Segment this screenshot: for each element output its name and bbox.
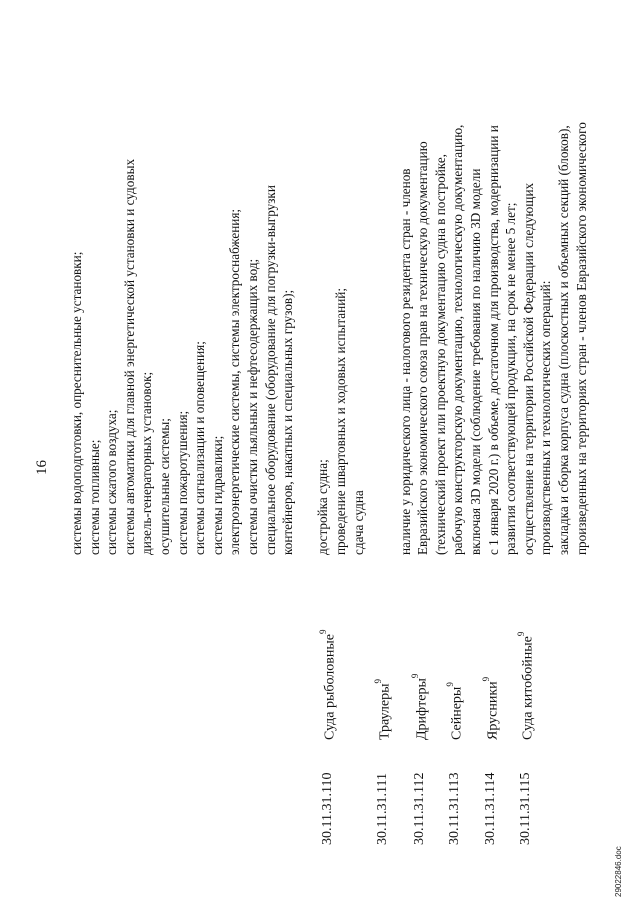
text-line: системы водоподготовки, опреснительные установки; (69, 251, 84, 555)
text-line: включая 3D модели (соблюдение требования по наличию 3D модели (468, 168, 484, 555)
completion-steps (314, 50, 367, 555)
footnote-mark: 9 (516, 631, 526, 637)
text-line: системы сигнализации и оповещения; (192, 341, 208, 555)
requirements-new (397, 50, 591, 555)
text-line: системы очистки льяльных и нефтесодержащих вод; (244, 258, 260, 555)
text-line: системы топливные; (86, 439, 102, 555)
requirements-column (68, 50, 590, 555)
okpd-code: 30.11.31.110 (320, 772, 335, 845)
okpd-code: 30.11.31.111 (375, 773, 390, 845)
text-line: дизель-генераторных установок; (139, 371, 155, 555)
product-name: Суда китобойные$^9$ (516, 631, 536, 740)
text-line: закладка и сборка корпуса судна (плоскостных и объемных секций (блоков), (556, 125, 572, 555)
text-line: (технический проект или проектную документацию судна в постройке, (432, 154, 448, 555)
text-line: электроэнергетические системы, системы электроснабжения; (227, 208, 243, 555)
footnote-mark: 9 (445, 682, 455, 687)
text-line: наличие у юридического лица - налогового резидента стран - членов (397, 168, 413, 555)
product-name: Суда рыболовные$^9$ (318, 629, 338, 740)
footnote-mark: 9 (373, 678, 383, 684)
text-line: развития соответствующей продукции, на срок не менее 5 лет; (503, 202, 519, 555)
okpd-code: 30.11.31.115 (518, 772, 533, 845)
okpd-code: 30.11.31.112 (412, 772, 427, 845)
page-number: 16 (34, 460, 50, 475)
text-line: системы сжатого воздуха; (104, 409, 120, 555)
footnote-mark: 9 (318, 629, 328, 634)
text-line: производственных и технологических операций: (538, 280, 554, 555)
footnote-mark: 9 (481, 676, 491, 682)
text-line: сдача судна (350, 490, 366, 555)
requirements-continued (68, 50, 297, 555)
text-line: проведение швартовных и ходовых испытаний; (332, 288, 348, 555)
footnote-mark: 9 (410, 673, 420, 679)
text-line: контейнеров, накатных и специальных грузов); (280, 289, 296, 555)
text-line: осуществление на территории Российской Федерации следующих (520, 182, 536, 555)
text-line: Евразийского экономического союза прав на техническую документацию (415, 141, 431, 555)
text-line: произведенных на территориях стран - членов Евразийского экономического (573, 122, 589, 555)
product-name: Дрифтеры$^9$ (410, 673, 430, 740)
text-line: достройка судна; (315, 459, 331, 555)
product-name: Ярусники$^9$ (481, 676, 501, 740)
document-file-id: 29022846.doc (614, 846, 623, 897)
product-name: Сейнеры$^9$ (445, 682, 465, 740)
text-line: рабочую конструкторскую документацию, технологическую документацию, (450, 124, 466, 555)
text-line: системы гидравлики; (209, 435, 225, 555)
text-line: системы автоматики для главной энергетической установки и судовых (121, 158, 137, 555)
okpd-code: 30.11.31.114 (483, 772, 498, 845)
text-line: с 1 января 2020 г.) в объеме, достаточном для производства, модернизации и (485, 125, 501, 555)
product-name: Траулеры$^9$ (373, 678, 393, 740)
text-line: осушительные системы; (156, 418, 172, 555)
text-line: системы пожаротушения; (174, 410, 190, 555)
text-line: специальное оборудование (оборудование для погрузки-выгрузки (262, 185, 278, 555)
okpd-code: 30.11.31.113 (447, 772, 462, 845)
